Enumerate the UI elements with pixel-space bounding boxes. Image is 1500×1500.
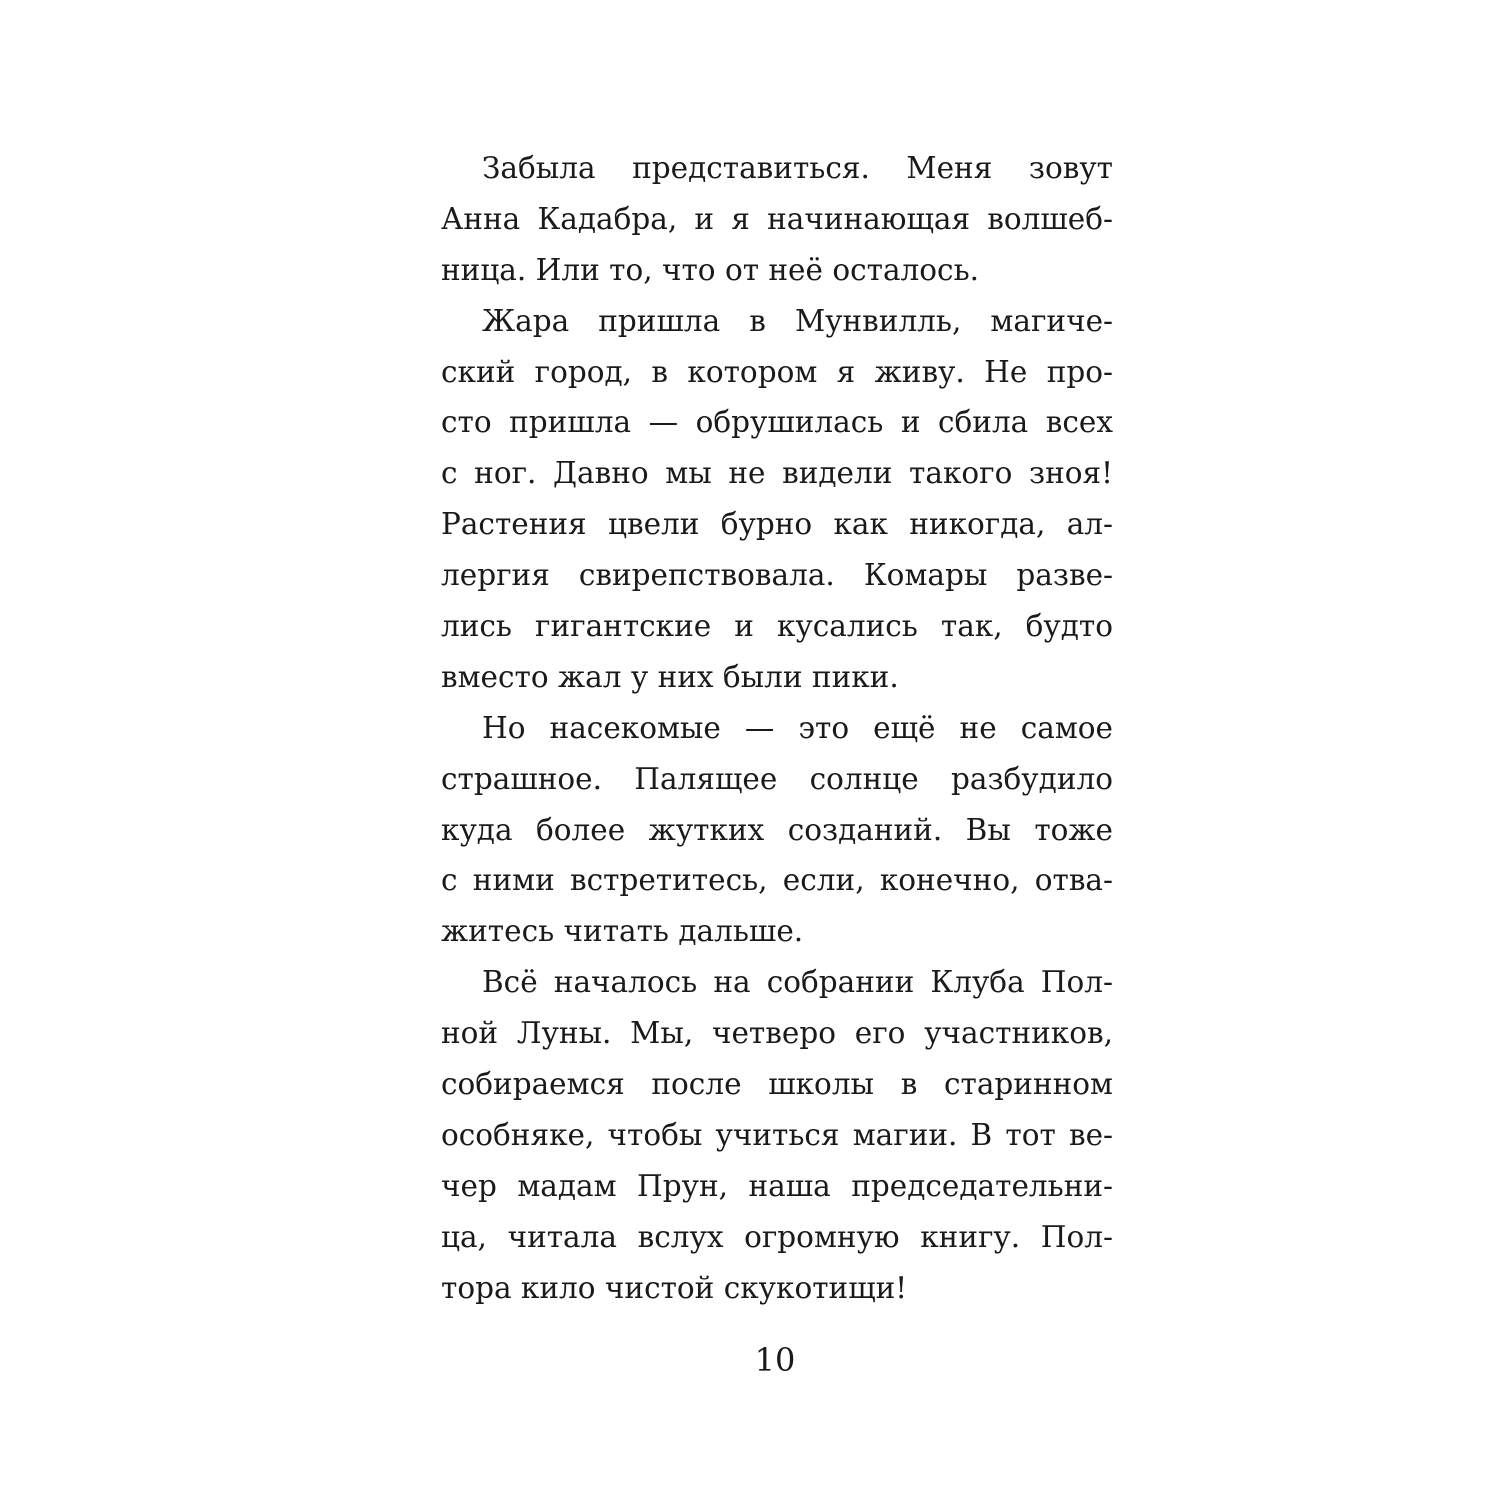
text-line: куда более жутких созданий. Вы тоже [441, 812, 1113, 847]
paragraph [441, 957, 1113, 1313]
text-line: сто пришла — обрушилась и сбила всех [441, 405, 1113, 440]
text-line: ной Луны. Мы, четверо его участников, [441, 1016, 1113, 1051]
text-line: ница. Или то, что от неё осталось. [441, 252, 980, 287]
text-line: вместо жал у них были пики. [441, 659, 899, 694]
text-line: особняке, чтобы учиться магии. В тот ве- [441, 1117, 1113, 1152]
text-line: тора кило чистой скукотищи! [441, 1270, 908, 1305]
text-line: собираемся после школы в старинном [441, 1067, 1113, 1102]
text-line: ца, читала вслух огромную книгу. Пол- [441, 1219, 1113, 1254]
text-line: лись гигантские и кусались так, будто [441, 609, 1113, 644]
text-line: Анна Кадабра, и я начинающая волшеб- [441, 201, 1113, 236]
paragraph [441, 703, 1113, 957]
text-line: Всё началось на собрании Клуба Пол- [482, 965, 1113, 1000]
body-text [441, 143, 1113, 1313]
text-line: Но насекомые — это ещё не самое [482, 710, 1113, 745]
text-line: страшное. Палящее солнце разбудило [441, 761, 1113, 796]
text-line: лергия свирепствовала. Комары разве- [441, 558, 1113, 593]
text-line: житесь читать дальше. [441, 914, 804, 949]
paragraph [441, 143, 1113, 296]
page-number: 10 [754, 1341, 796, 1379]
text-line: чер мадам Прун, наша председательни- [441, 1168, 1113, 1203]
text-line: Растения цвели бурно как никогда, ал- [441, 507, 1113, 542]
paragraph [441, 296, 1113, 703]
text-line: ский город, в котором я живу. Не про- [441, 354, 1113, 389]
text-line: Жара пришла в Мунвилль, магиче- [482, 303, 1113, 338]
text-line: с ног. Давно мы не видели такого зноя! [441, 456, 1113, 491]
text-line: с ними встретитесь, если, конечно, отва- [441, 863, 1113, 898]
text-line: Забыла представиться. Меня зовут [482, 151, 1113, 185]
